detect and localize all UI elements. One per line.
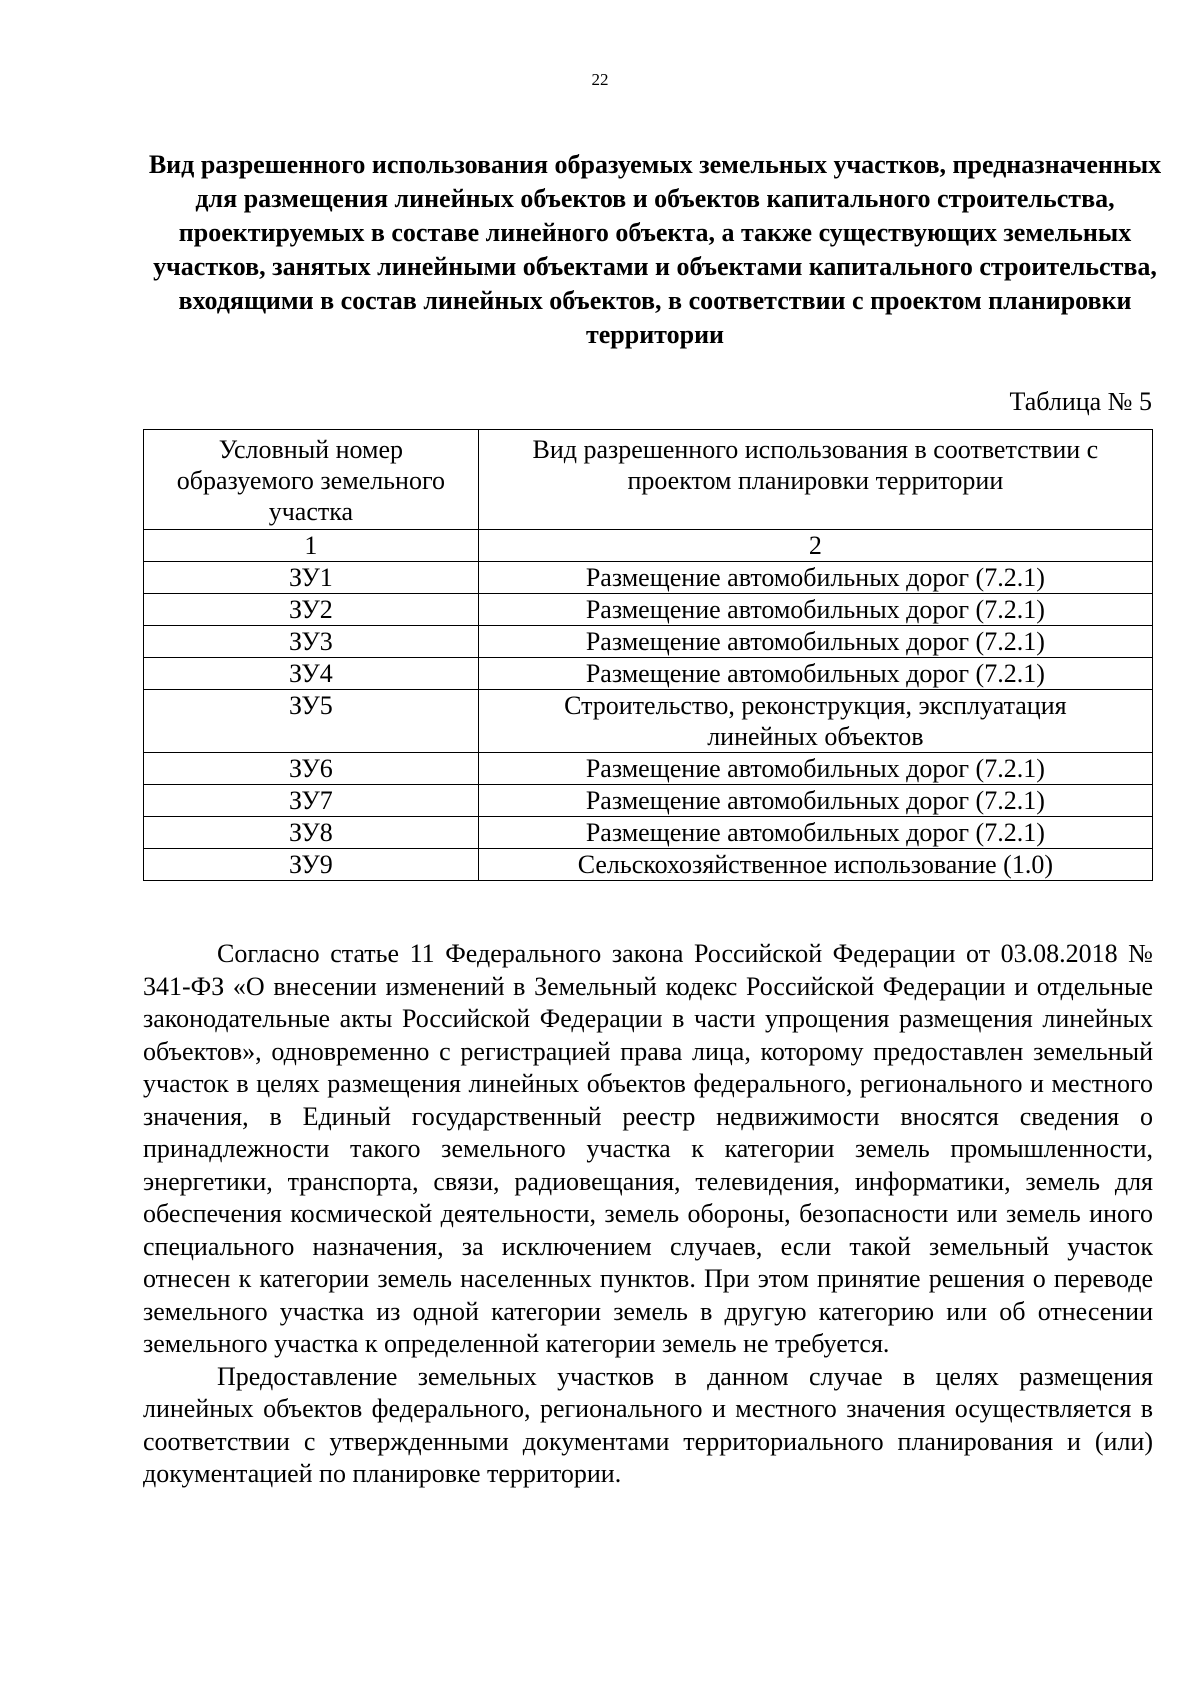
plot-id-cell: ЗУ8 — [144, 817, 479, 849]
header-permitted-use: Вид разрешенного использования в соответствии с проектом планировки территории — [478, 430, 1152, 530]
column-number-2: 2 — [478, 530, 1152, 562]
permitted-use-cell: Размещение автомобильных дорог (7.2.1) — [478, 658, 1152, 690]
table-row — [144, 753, 1153, 785]
permitted-use-cell: Размещение автомобильных дорог (7.2.1) — [478, 785, 1152, 817]
header-plot-number: Условный номер образуемого земельного участка — [144, 430, 479, 530]
permitted-use-cell: Размещение автомобильных дорог (7.2.1) — [478, 562, 1152, 594]
body-text — [143, 938, 1153, 1491]
table-caption: Таблица № 5 — [1009, 387, 1152, 416]
table-header-row — [144, 430, 1153, 530]
page-number: 22 — [591, 70, 609, 89]
land-use-table — [143, 429, 1153, 881]
plot-id-cell: ЗУ5 — [144, 690, 479, 753]
permitted-use-cell: Размещение автомобильных дорог (7.2.1) — [478, 753, 1152, 785]
table-row — [144, 785, 1153, 817]
paragraph: Согласно статье 11 Федерального закона Российской Федерации от 03.08.2018 № 341-ФЗ «О внесении изменений в Земельный кодекс Российской Федерации и отдельные законодательные акты Российской Федерации в части упрощения размещения линейных объектов», одновременно с регистрацией права лица, которому предоставлен земельный участок в целях размещения линейных объектов федерального, регионального и местного значения, в Единый государственный реестр недвижимости вносятся сведения о принадлежности такого земельного участка к категории земель промышленности, энергетики, транспорта, связи, радиовещания, телевидения, информатики, земель для обеспечения космической деятельности, земель обороны, безопасности или земель иного специального назначения, за исключением случаев, если такой земельный участок отнесен к категории земель населенных пунктов. При этом принятие решения о переводе земельного участка из одной категории земель в другую категорию или об отнесении земельного участка к определенной категории земель не требуется. — [143, 939, 1153, 1358]
table-row — [144, 817, 1153, 849]
table-row — [144, 849, 1153, 881]
permitted-use-cell: Сельскохозяйственное использование (1.0) — [478, 849, 1152, 881]
plot-id-cell: ЗУ4 — [144, 658, 479, 690]
permitted-use-cell: Размещение автомобильных дорог (7.2.1) — [478, 626, 1152, 658]
plot-id-cell: ЗУ1 — [144, 562, 479, 594]
plot-id-cell: ЗУ3 — [144, 626, 479, 658]
plot-id-cell: ЗУ2 — [144, 594, 479, 626]
table-row — [144, 594, 1153, 626]
table-row — [144, 562, 1153, 594]
permitted-use-cell: Размещение автомобильных дорог (7.2.1) — [478, 594, 1152, 626]
table-row — [144, 690, 1153, 753]
table-row — [144, 658, 1153, 690]
permitted-use-cell: Размещение автомобильных дорог (7.2.1) — [478, 817, 1152, 849]
table-column-numbers-row — [144, 530, 1153, 562]
permitted-use-cell: Строительство, реконструкция, эксплуатация линейных объектов — [478, 690, 1152, 753]
document-title: Вид разрешенного использования образуемых земельных участков, предназначенных для размещения линейных объектов и объектов капитального строительства, проектируемых в составе линейного объекта, а также существующих земельных участков, занятых линейными объектами и объектами капитального строительства, входящими в состав линейных объектов, в соответствии с проектом планировки территории — [148, 150, 1162, 349]
column-number-1: 1 — [144, 530, 479, 562]
paragraph: Предоставление земельных участков в данном случае в целях размещения линейных объектов федерального, регионального и местного значения осуществляется в соответствии с утвержденными документами территориального планирования и (или) документацией по планировке территории. — [143, 1361, 1153, 1488]
plot-id-cell: ЗУ6 — [144, 753, 479, 785]
plot-id-cell: ЗУ9 — [144, 849, 479, 881]
plot-id-cell: ЗУ7 — [144, 785, 479, 817]
table-row — [144, 626, 1153, 658]
